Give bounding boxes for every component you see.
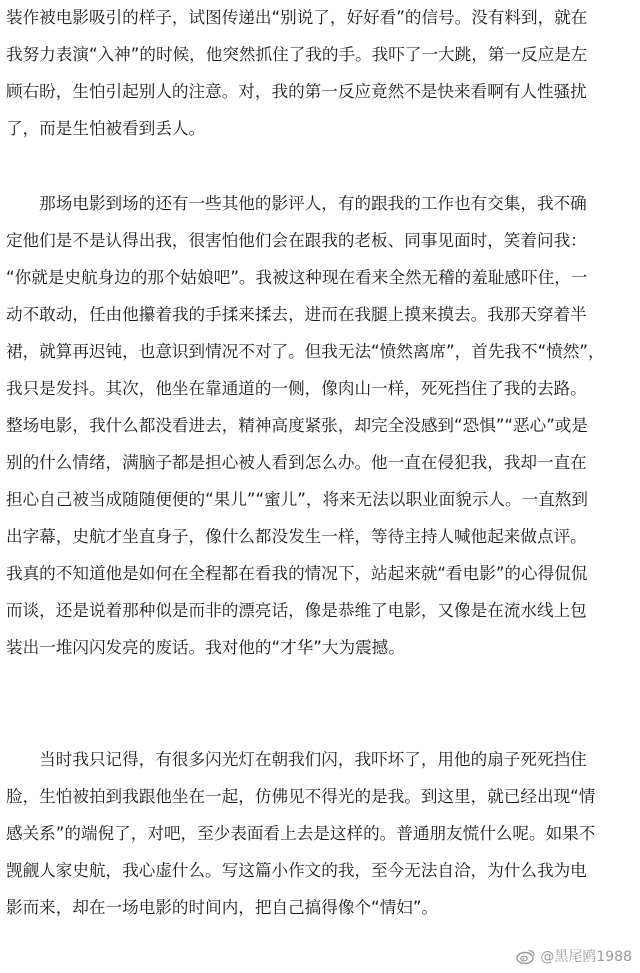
text-line: 装出一堆闪闪发亮的废话。我对他的“才华”大为震撼。: [6, 638, 405, 657]
text-line: 我努力表演“入神”的时候，他突然抓住了我的手。我吓了一大跳，第一反应是左: [6, 45, 588, 64]
text-line: 当时我只记得，有很多闪光灯在朝我们闪，我吓坏了，用他的扇子死死挡住: [6, 750, 587, 769]
watermark-text: @黑尾鸥1988: [540, 949, 632, 965]
text-line: 而谈，还是说着那种似是而非的漂亮话，像是恭维了电影，又像是在流水线上包: [6, 601, 587, 620]
text-line: 整场电影，我什么都没看进去，精神高度紧张，却完全没感到“恐惧”“恶心”或是: [6, 416, 588, 435]
weibo-icon: [516, 947, 536, 965]
text-line: 感关系”的端倪了，对吧，至少表面看上去是这样的。普通朋友慌什么呢。如果不: [6, 824, 596, 843]
text-line: 我只是发抖。其次，他坐在靠通道的一侧，像肉山一样，死死挡住了我的去路。: [6, 379, 587, 398]
text-line: 那场电影到场的还有一些其他的影评人，有的跟我的工作也有交集，我不确: [6, 194, 587, 213]
text-line: 别的什么情绪，满脑子都是担心被人看到怎么办。他一直在侵犯我，我却一直在: [6, 453, 587, 472]
text-line: 裙，就算再迟钝，也意识到情况不对了。但我无法“愤然离席”，首先我不“愤然”，: [6, 342, 605, 361]
text-line: “你就是史航身边的那个姑娘吧”。我被这种现在看来全然无稽的羞耻感吓住，一: [6, 268, 588, 287]
text-line: 定他们是不是认得出我，很害怕他们会在跟我的老板、同事见面时，笑着问我：: [6, 231, 587, 250]
text-line: 脸，生怕被拍到我跟他坐在一起，仿佛见不得光的是我。到这里，就已经出现“情: [6, 787, 596, 806]
watermark: [516, 943, 632, 969]
text-line: 装作被电影吸引的样子，试图传递出“别说了，好好看”的信号。没有料到，就在: [6, 8, 588, 27]
text-line: 顾右盼，生怕引起别人的注意。对，我的第一反应竟然不是快来看啊有人性骚扰: [6, 82, 587, 101]
text-line: 担心自己被当成随随便便的“果儿”“蜜儿”，将来无法以职业面貌示人。一直熬到: [6, 490, 588, 509]
text-line: 影而来，却在一场电影的时间内，把自己搞得像个“情妇”。: [6, 898, 439, 917]
text-line: 了，而是生怕被看到丢人。: [6, 119, 206, 138]
text-line: 动不敢动，任由他攥着我的手揉来揉去，进而在我腿上摸来摸去。我那天穿着半: [6, 305, 587, 324]
text-line: 出字幕，史航才坐直身子，像什么都没发生一样，等待主持人喊他起来做点评。: [6, 527, 587, 546]
text-line: 我真的不知道他是如何在全程都在看我的情况下，站起来就“看电影”的心得侃侃: [6, 564, 588, 583]
text-line: 觊觎人家史航，我心虚什么。写这篇小作文的我，至今无法自洽，为什么我为电: [6, 861, 587, 880]
